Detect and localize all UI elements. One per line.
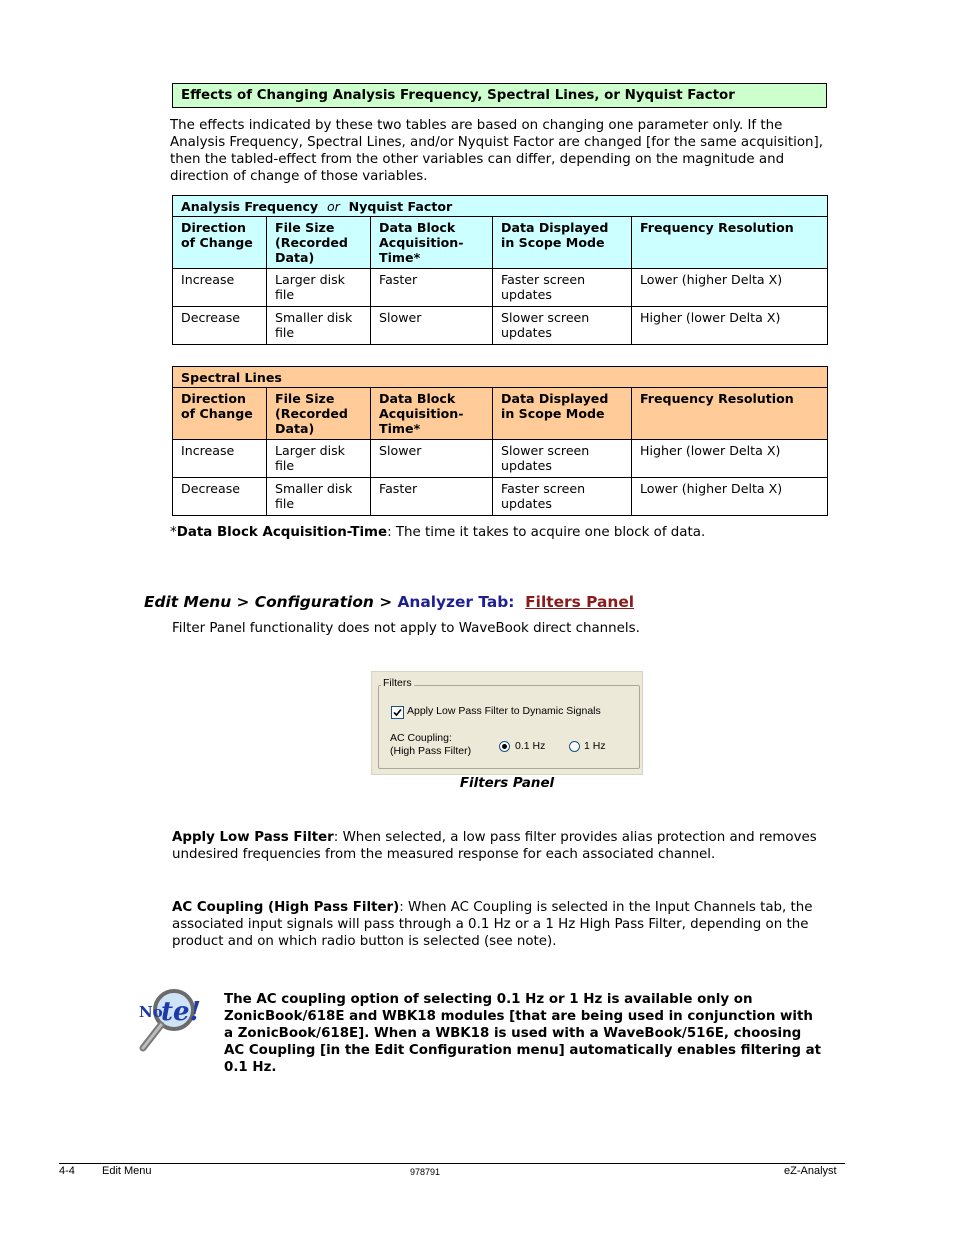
footnote — [170, 524, 830, 541]
column-header: Data Displayed in Scope Mode — [493, 388, 632, 440]
radio-1hz-label: 1 Hz — [584, 740, 606, 752]
filters-group-label: Filters — [383, 677, 412, 689]
table-cell: Slower — [371, 440, 493, 478]
table-cell: Slower — [371, 307, 493, 345]
table-title-part: Analysis Frequency — [181, 199, 319, 214]
footer-product: eZ-Analyst — [784, 1165, 837, 1177]
table-cell: Decrease — [173, 307, 267, 345]
column-header: File Size (Recorded Data) — [267, 217, 371, 269]
table-title: Spectral Lines — [173, 367, 828, 388]
table-title-part: Nyquist Factor — [348, 199, 453, 214]
radio-0-1hz[interactable] — [499, 741, 510, 752]
table-row — [173, 269, 828, 307]
filters-panel — [371, 671, 643, 775]
table-cell: Slower screen updates — [493, 440, 632, 478]
footer-page-number: 4-4 — [59, 1165, 75, 1177]
table-cell: Increase — [173, 440, 267, 478]
check-icon — [392, 707, 403, 718]
section-subtext: Filter Panel functionality does not apply to WaveBook direct channels. — [172, 621, 640, 636]
footer-doc-number: 978791 — [410, 1167, 441, 1177]
low-pass-checkbox-label: Apply Low Pass Filter to Dynamic Signals — [407, 705, 601, 717]
radio-selected-dot — [502, 744, 507, 749]
ac-coupling-paragraph — [172, 899, 832, 950]
column-header: Data Block Acquisition-Time* — [371, 388, 493, 440]
paragraph-term: AC Coupling (High Pass Filter) — [172, 900, 400, 915]
table-cell: Smaller disk file — [267, 478, 371, 516]
footnote-text: : The time it takes to acquire one block of data. — [387, 525, 706, 540]
table-title-or: or — [326, 199, 340, 214]
column-header: Direction of Change — [173, 388, 267, 440]
footnote-star: * — [170, 525, 177, 540]
apply-low-pass-paragraph — [172, 829, 832, 863]
filters-panel-link[interactable]: Filters Panel — [525, 593, 635, 611]
footer-rule — [59, 1163, 845, 1164]
spectral-lines-table — [172, 366, 828, 516]
column-header: Frequency Resolution — [632, 388, 828, 440]
table-cell: Faster screen updates — [493, 269, 632, 307]
figure-caption: Filters Panel — [459, 776, 555, 791]
paragraph-term: Apply Low Pass Filter — [172, 830, 334, 845]
table-cell: Larger disk file — [267, 440, 371, 478]
paragraph-text: : When selected, a low pass filter provides alias protection and removes undesired frequencies from the measured response for each associated channel. — [172, 830, 817, 862]
column-header: Direction of Change — [173, 217, 267, 269]
heading-path: Edit Menu > Configuration > — [144, 593, 398, 611]
radio-1hz[interactable] — [569, 741, 580, 752]
note-text: The AC coupling option of selecting 0.1 Hz or 1 Hz is available only on ZonicBook/618E and WBK18 modules [that are being used in conjunction with a ZonicBook/618E]. When a WBK18 is used with a WaveBook/516E, choosing AC Coupling [in the Edit Configuration menu] automatically enables filtering at 0.1 Hz. — [224, 992, 822, 1075]
radio-0-1hz-label: 0.1 Hz — [515, 740, 546, 752]
table-cell: Slower screen updates — [493, 307, 632, 345]
paragraph-text: : When AC Coupling is selected in the Input Channels tab, the associated input signals will pass through a 0.1 Hz or a 1 Hz High Pass Filter, depending on the product and on which radio button is selected (see note). — [172, 900, 813, 949]
analysis-frequency-table — [172, 195, 828, 345]
column-header: Frequency Resolution — [632, 217, 828, 269]
column-header: Data Block Acquisition-Time* — [371, 217, 493, 269]
column-header: Data Displayed in Scope Mode — [493, 217, 632, 269]
column-header: File Size (Recorded Data) — [267, 388, 371, 440]
table-cell: Smaller disk file — [267, 307, 371, 345]
table-cell: Faster — [371, 478, 493, 516]
ac-coupling-label: AC Coupling: — [390, 732, 452, 744]
footnote-term: Data Block Acquisition-Time — [176, 525, 388, 540]
svg-text:No: No — [139, 1003, 163, 1021]
table-cell: Increase — [173, 269, 267, 307]
table-row — [173, 307, 828, 345]
table-cell: Lower (higher Delta X) — [632, 478, 828, 516]
table-cell: Higher (lower Delta X) — [632, 440, 828, 478]
table-cell: Faster — [371, 269, 493, 307]
table-cell: Higher (lower Delta X) — [632, 307, 828, 345]
table-cell: Faster screen updates — [493, 478, 632, 516]
heading-tab: Analyzer Tab: — [397, 593, 515, 611]
table-title — [173, 196, 828, 217]
section-heading — [144, 593, 634, 611]
note-icon — [136, 988, 202, 1056]
table-cell: Larger disk file — [267, 269, 371, 307]
section-banner: Effects of Changing Analysis Frequency, Spectral Lines, or Nyquist Factor — [172, 83, 827, 108]
low-pass-checkbox[interactable] — [391, 706, 404, 719]
footer-chapter: Edit Menu — [102, 1165, 152, 1177]
svg-text:te!: te! — [161, 997, 201, 1027]
table-row — [173, 478, 828, 516]
table-cell: Decrease — [173, 478, 267, 516]
table-row — [173, 440, 828, 478]
intro-paragraph: The effects indicated by these two tables are based on changing one parameter only. If the Analysis Frequency, Spectral Lines, and/or Nyquist Factor are changed [for the same acquisition], then the tabled-effect from the other variables can differ, depending on the magnitude and direction of change of those variables. — [170, 118, 823, 184]
ac-coupling-sublabel: (High Pass Filter) — [390, 745, 472, 757]
table-cell: Lower (higher Delta X) — [632, 269, 828, 307]
